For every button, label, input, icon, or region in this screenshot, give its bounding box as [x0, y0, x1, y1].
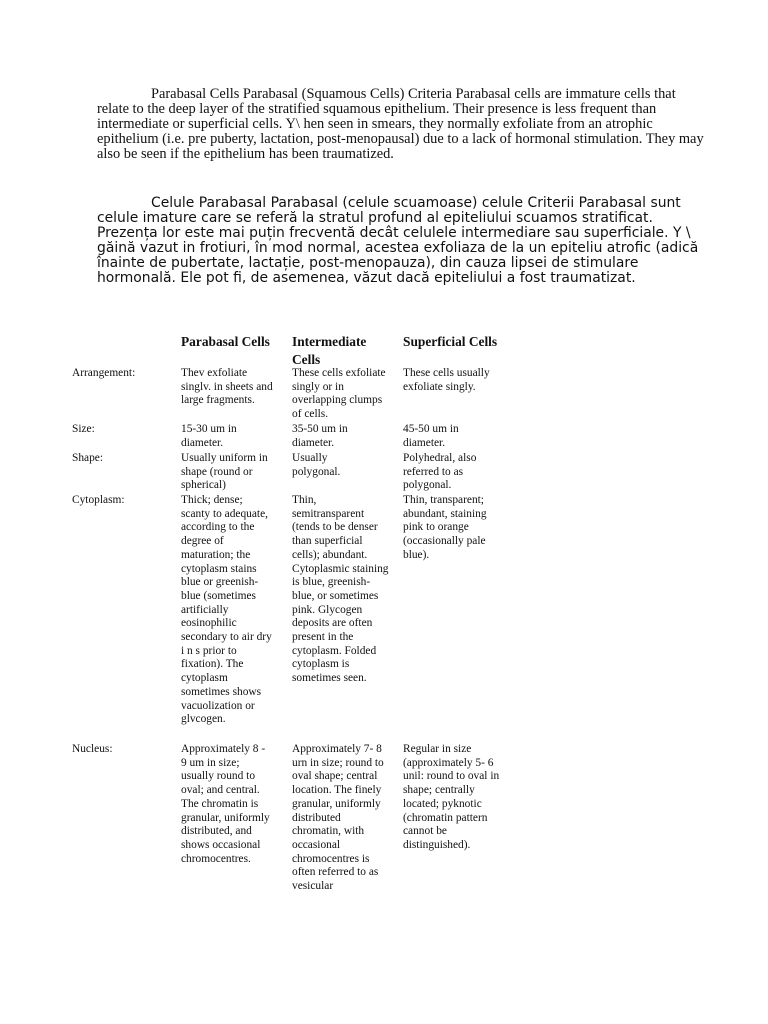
header-superficial-cells: Superficial Cells — [403, 334, 498, 349]
cell-arrangement-superficial: These cells usually exfoliate singly. — [403, 367, 490, 393]
header-parabasal-cells: Parabasal Cells — [181, 334, 270, 349]
cell-shape-superficial: Polyhedral, also referred to as polygonal. — [403, 452, 477, 492]
cell-arrangement-intermediate: These cells exfoliate singly or in overlapping clumps of cells. — [292, 367, 386, 421]
cell-shape-intermediate: Usually polygonal. — [292, 452, 341, 478]
cell-cytoplasm-superficial: Thin, transparent; abundant, staining pink to orange (occasionally pale blue). — [403, 494, 487, 561]
cell-shape-parabasal: Usually uniform in shape (round or spherical) — [181, 452, 268, 492]
romanian-paragraph-part2: Prezența lor este mai puțin frecventă decât celulele intermediare sau superficiale. Y \ găină vazut in frotiuri, în mod normal, acestea exfoliaza de la un epiteliu atrofic (adică înainte de pubertate, lactație, post-menopauza), din cauza lipsei de stimulare hormonală. Ele pot fi, de asemenea, văzut dacă epiteliului a fost traumatizat. — [97, 224, 699, 286]
cell-arrangement-parabasal: Thev exfoliate singlv. in sheets and large fragments. — [181, 367, 273, 407]
row-label-size: Size: — [72, 423, 95, 435]
row-label-nucleus: Nucleus: — [72, 743, 113, 755]
romanian-paragraph-part1: Celule Parabasal Parabasal (celule scuamoase) celule Criterii Parabasal sunt celule imature care se referă la stratul profund al epiteliului scuamos stratificat. — [97, 195, 681, 226]
cell-size-intermediate: 35-50 um in diameter. — [292, 423, 348, 449]
row-label-cytoplasm: Cytoplasm: — [72, 494, 125, 506]
cell-size-parabasal: 15-30 um in diameter. — [181, 423, 237, 449]
cell-cytoplasm-intermediate: Thin, semitransparent (tends to be denser than superficial cells); abundant. Cytoplasmic staining is blue, greenish-blue, or sometimes pink. Glycogen deposits are often present in the cytoplasm. Folded cytoplasm is sometimes seen. — [292, 494, 389, 685]
cell-nucleus-intermediate: Approximately 7- 8 urn in size; round to oval shape; central location. The finely granular, uniformly distributed chromatin, with occasional chromocentres is often referred to as vesicular — [292, 743, 384, 893]
row-label-arrangement: Arrangement: — [72, 367, 136, 379]
row-label-shape: Shape: — [72, 452, 104, 464]
romanian-paragraph — [97, 196, 703, 285]
cell-cytoplasm-parabasal: Thick; dense; scanty to adequate, according to the degree of maturation; the cytoplasm stains blue or greenish-blue (sometimes artificially eosinophilic secondary to air dry i n s prior to fixation). The cytoplasm sometimes shows vacuolization or glvcogen. — [181, 494, 272, 726]
header-intermediate-cells: Intermediate Cells — [292, 334, 367, 367]
english-paragraph: Parabasal Cells Parabasal (Squamous Cells) Criteria Parabasal cells are immature cells that relate to the deep layer of the stratified squamous epithelium. Their presence is less frequent than intermediate or superficial cells. Y\ hen seen in smears, they normally exfoliate from an atrophic epithelium (i.e. pre puberty, lactation, post-menopausal) due to a lack of hormonal stimulation. They may also be seen if the epithelium has been traumatized. — [97, 86, 704, 162]
cell-nucleus-parabasal: Approximately 8 - 9 um in size; usually round to oval; and central. The chromatin is granular, uniformly distributed, and shows occasional chromocentres. — [181, 743, 270, 865]
cell-nucleus-superficial: Regular in size (approximately 5- 6 unil: round to oval in shape; centrally located; pyknotic (chromatin pattern cannot be distinguished). — [403, 743, 500, 851]
cell-size-superficial: 45-50 um in diameter. — [403, 423, 459, 449]
